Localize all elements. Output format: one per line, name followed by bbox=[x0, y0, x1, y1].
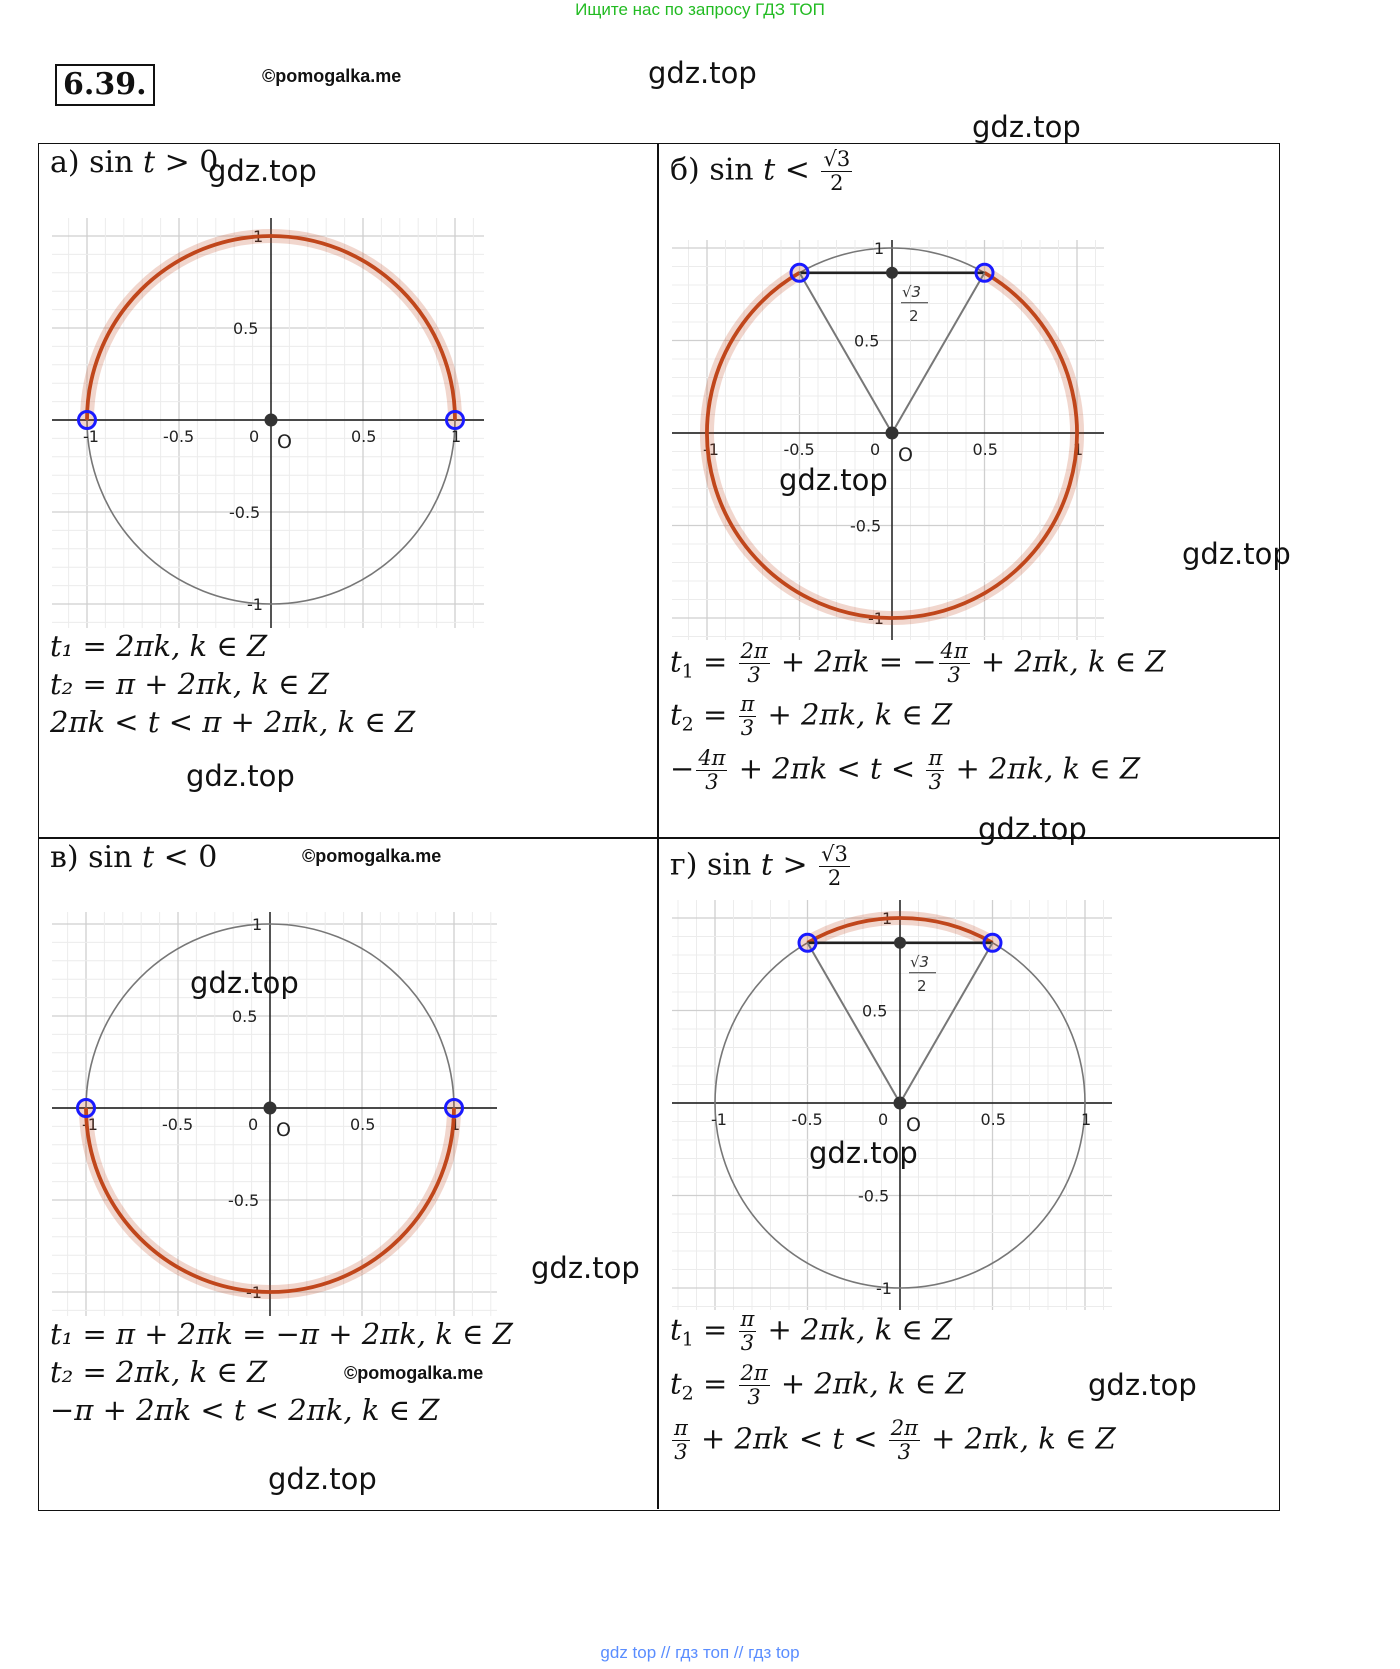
tick-label: 0.5 bbox=[854, 331, 880, 351]
origin-point bbox=[264, 1102, 277, 1115]
tick-label: -0.5 bbox=[858, 1186, 890, 1206]
tick-label: -1 bbox=[82, 1115, 98, 1134]
panel-c-line-2: t₂ = 2πk, k ∈ Z bbox=[50, 1355, 268, 1389]
panel-d-line-2: $t_2$ = $\frac{2\pi}{3}$ + 2πk, k ∈ Z bbox=[670, 1361, 966, 1409]
panel-d-line-3: $\frac{\pi}{3}$ + 2πk < t < $\frac{2\pi}{3}$ + 2πk, k ∈ Z bbox=[674, 1416, 1116, 1464]
tick-label: 1 bbox=[253, 227, 264, 246]
tick-label: -1 bbox=[703, 440, 719, 459]
tick-label: 1 bbox=[450, 1115, 461, 1134]
panel-c-line-1: t₁ = π + 2πk = −π + 2πk, k ∈ Z bbox=[50, 1317, 513, 1351]
tick-label: -0.5 bbox=[791, 1110, 823, 1129]
gdz-watermark: gdz.top bbox=[779, 463, 888, 497]
gdz-watermark: gdz.top bbox=[208, 154, 317, 188]
tick-label: -0.5 bbox=[783, 440, 815, 459]
pomogalka-watermark: ©pomogalka.me bbox=[302, 846, 442, 866]
gdz-watermark: gdz.top bbox=[1182, 537, 1291, 571]
chord-midpoint bbox=[894, 937, 906, 949]
origin-point bbox=[265, 414, 278, 427]
gdz-watermark: gdz.top bbox=[809, 1136, 918, 1170]
two-label: 2 bbox=[917, 976, 927, 995]
sqrt3-label: √3 bbox=[910, 952, 930, 971]
row-divider bbox=[38, 837, 1279, 839]
origin-point bbox=[886, 427, 899, 440]
column-divider bbox=[657, 143, 659, 1509]
tick-label: 1 bbox=[1081, 1110, 1092, 1129]
panel-a-line-3: 2πk < t < π + 2πk, k ∈ Z bbox=[50, 705, 416, 739]
footer-links: gdz top // гдз топ // гдз top bbox=[600, 1643, 800, 1662]
panel-b-condition: б) sin t < $\frac{√3}{2}$ bbox=[670, 147, 851, 195]
tick-label: 0 bbox=[878, 1110, 889, 1129]
tick-label: 0.5 bbox=[232, 1007, 258, 1026]
tick-label: -1 bbox=[711, 1110, 727, 1129]
panel-d-plot bbox=[672, 900, 1112, 1310]
panel-a-line-2: t₂ = π + 2πk, k ∈ Z bbox=[50, 667, 329, 701]
origin-label: O bbox=[898, 444, 913, 466]
gdz-watermark: gdz.top bbox=[972, 110, 1081, 144]
gdz-watermark: gdz.top bbox=[648, 56, 757, 90]
origin-point bbox=[894, 1097, 907, 1110]
panel-a-condition: а) sin t > 0 bbox=[50, 145, 219, 180]
tick-label: 0 bbox=[249, 427, 260, 446]
grid bbox=[672, 240, 1104, 640]
tick-label: -1 bbox=[83, 427, 99, 446]
gdz-watermark: gdz.top bbox=[1088, 1368, 1197, 1402]
tick-label: -0.5 bbox=[229, 503, 261, 522]
tick-label: -0.5 bbox=[228, 1191, 260, 1210]
tick-label: -0.5 bbox=[163, 427, 195, 446]
origin-label: O bbox=[276, 1119, 291, 1141]
tick-label: -1 bbox=[247, 595, 263, 614]
pomogalka-watermark: ©pomogalka.me bbox=[344, 1363, 484, 1383]
panel-d-line-1: $t_1$ = $\frac{\pi}{3}$ + 2πk, k ∈ Z bbox=[670, 1307, 953, 1355]
tick-label: 0 bbox=[870, 440, 881, 459]
panel-d-condition: г) sin t > $\frac{√3}{2}$ bbox=[670, 842, 848, 890]
panel-b-line-3: − $\frac{4\pi}{3}$ + 2πk < t < $\frac{\pi}{3}$ + 2πk, k ∈ Z bbox=[670, 746, 1141, 794]
gdz-watermark: gdz.top bbox=[186, 759, 295, 793]
tick-label: 1 bbox=[252, 915, 263, 934]
tick-label: -0.5 bbox=[162, 1115, 194, 1134]
grid bbox=[672, 900, 1112, 1310]
tick-label: 1 bbox=[1073, 440, 1084, 459]
panel-a-plot bbox=[52, 218, 484, 628]
panel-a-line-1: t₁ = 2πk, k ∈ Z bbox=[50, 629, 268, 663]
panel-b-line-1: $t_1$ = $\frac{2\pi}{3}$ + 2πk = − $\frac{4\pi}{3}$ + 2πk, k ∈ Z bbox=[670, 639, 1166, 687]
tick-label: -1 bbox=[876, 1279, 892, 1298]
tick-label: 0.5 bbox=[350, 1115, 376, 1134]
tick-label: 0 bbox=[248, 1115, 259, 1134]
chord-midpoint bbox=[886, 267, 898, 279]
gdz-watermark: gdz.top bbox=[531, 1251, 640, 1285]
tick-label: 1 bbox=[451, 427, 462, 446]
tick-label: -1 bbox=[868, 609, 884, 628]
panel-c-condition: в) sin t < 0 bbox=[50, 840, 218, 875]
tick-label: -0.5 bbox=[850, 516, 882, 536]
radius-line bbox=[800, 273, 893, 433]
tick-label: 1 bbox=[874, 240, 885, 258]
sqrt3-label: √3 bbox=[902, 282, 922, 301]
tick-label: -1 bbox=[246, 1283, 262, 1302]
top-note: Ищите нас по запросу ГДЗ ТОП bbox=[575, 0, 825, 19]
tick-label: 0.5 bbox=[862, 1001, 888, 1021]
gdz-watermark: gdz.top bbox=[190, 966, 299, 1000]
tick-label: 0.5 bbox=[980, 1110, 1006, 1129]
pomogalka-watermark: ©pomogalka.me bbox=[262, 66, 402, 86]
panel-c-line-3: −π + 2πk < t < 2πk, k ∈ Z bbox=[50, 1393, 440, 1427]
tick-label: 0.5 bbox=[972, 440, 998, 459]
gdz-watermark: gdz.top bbox=[268, 1462, 377, 1496]
panel-b-plot bbox=[672, 240, 1104, 640]
origin-label: O bbox=[277, 431, 292, 453]
tick-label: 0.5 bbox=[351, 427, 377, 446]
tick-label: 0.5 bbox=[233, 319, 259, 338]
panel-b-line-2: $t_2$ = $\frac{\pi}{3}$ + 2πk, k ∈ Z bbox=[670, 692, 953, 740]
radius-line bbox=[808, 943, 901, 1103]
tick-label: 1 bbox=[882, 909, 893, 928]
origin-label: O bbox=[906, 1114, 921, 1136]
gdz-watermark: gdz.top bbox=[978, 812, 1087, 846]
two-label: 2 bbox=[909, 306, 919, 325]
problem-number: 6.39. bbox=[55, 64, 155, 106]
